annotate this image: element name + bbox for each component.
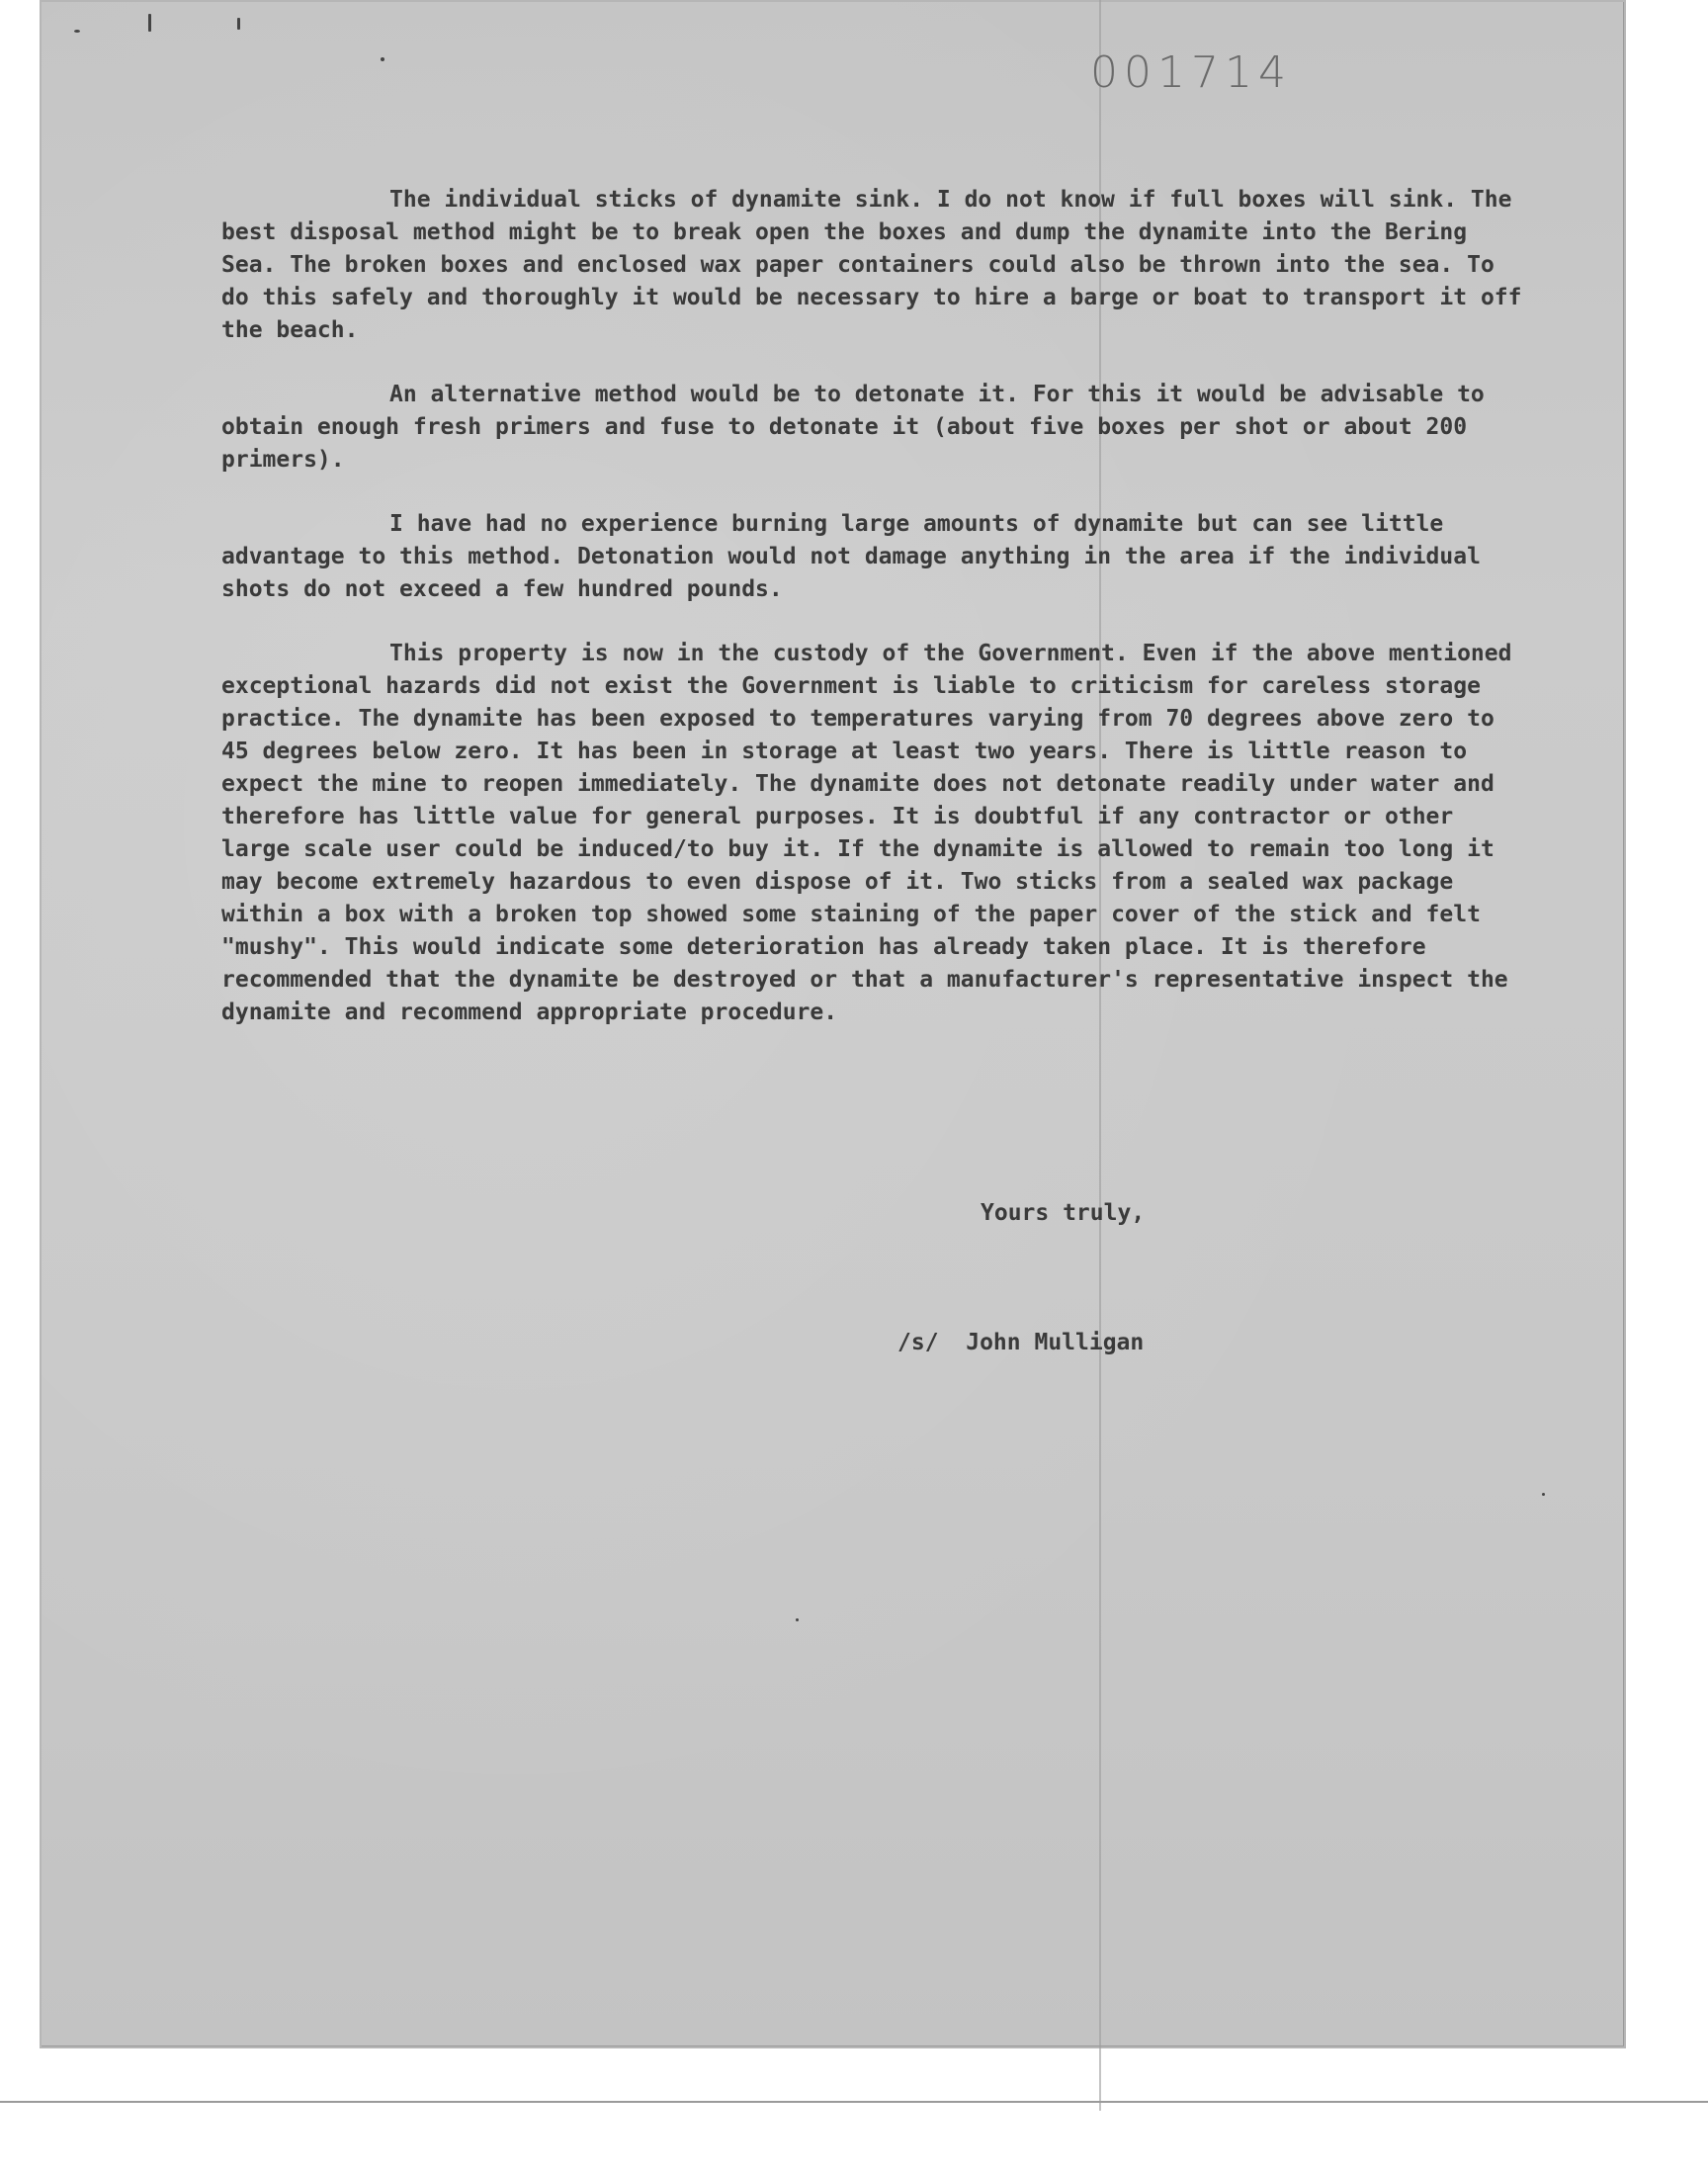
scan-speck — [74, 30, 80, 33]
letter-body — [221, 184, 1528, 1061]
paragraph-custody: This property is now in the custody of the Government. Even if the above mentioned exceptional hazards did not exist the Government is liable to criticism for careless storage practice. The dynamite has been exposed to temperatures varying from 70 degrees above zero to 45 degrees below zero. It has been in storage at least two years. There is little reason to expect the mine to reopen immediately. The dynamite does not detonate readily under water and therefore has little value for general purposes. It is doubtful if any contractor or other large scale user could be induced/to buy it. If the dynamite is allowed to remain too long it may become extremely hazardous to even dispose of it. Two sticks from a sealed wax package within a box with a broken top showed some staining of the paper cover of the stick and felt "mushy". This would indicate some deterioration has already taken place. It is therefore recommended that the dynamite be destroyed or that a manufacturer's representative inspect the dynamite and recommend appropriate procedure. — [221, 641, 1512, 1025]
scan-speck — [237, 18, 240, 30]
scan-speck — [1542, 1493, 1545, 1496]
scan-bottom-edge — [0, 2101, 1708, 2103]
scan-speck — [796, 1618, 799, 1621]
scan-speck — [148, 14, 151, 32]
paragraph-detonation: An alternative method would be to detonate it. For this it would be advisable to obtain enough fresh primers and fuse to detonate it (about five boxes per shot or about 200 primers). — [221, 382, 1485, 473]
scan-speck — [381, 57, 384, 61]
paragraph-burning: I have had no experience burning large amounts of dynamite but can see little advantage to this method. Detonation would not damage anything in the area if the individual shots do not exceed a few hundred pounds. — [221, 511, 1481, 602]
signature-line: /s/ John Mulligan — [897, 1330, 1145, 1355]
closing-salutation: Yours truly, — [981, 1200, 1146, 1226]
paragraph-disposal: The individual sticks of dynamite sink. I do not know if full boxes will sink. The best disposal method might be to break open the boxes and dump the dynamite into the Bering Sea. The broken boxes and enclosed wax paper containers could also be thrown into the sea. To do this safely and thoroughly it would be necessary to hire a barge or boat to transport it off the beach. — [221, 187, 1522, 343]
document-stamp-number: 001714 — [1090, 47, 1292, 98]
